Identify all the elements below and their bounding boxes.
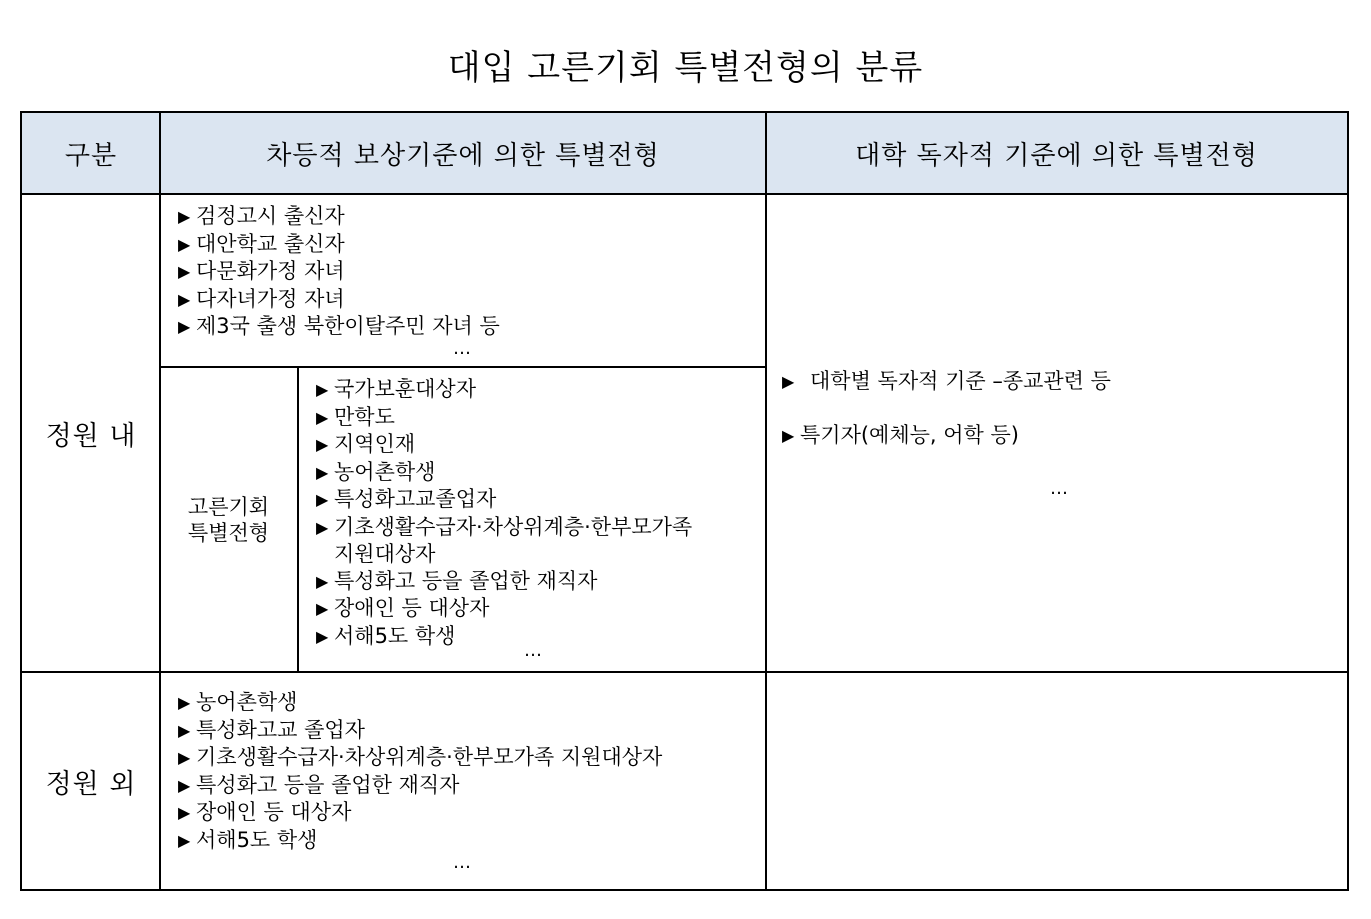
bullet-icon: ▶ [178,207,191,226]
outside-quota-list [178,689,758,854]
list-item: ▶ 기초생활수급자·차상위계층·한부모가족 [316,514,761,542]
header-category: 구분 [22,113,160,193]
outside-quota-list-cell [178,689,758,884]
list-item: ▶ 국가보훈대상자 [316,376,761,404]
bullet-icon: ▶ [316,380,329,399]
bullet-icon: ▶ [178,775,191,795]
within-quota-equal-opportunity-list-cell [316,376,761,668]
bullet-icon: ▶ [178,803,191,822]
list-item: ▶ 특성화고 등을 졸업한 재직자 [316,568,761,596]
divider [22,671,1347,673]
list-item: ▶ 검정고시 출신자 [178,203,758,231]
bullet-icon: ▶ [316,626,329,646]
within-quota-general-list-cell [178,203,758,363]
bullet-icon: ▶ [316,517,329,537]
row-label-outside-quota: 정원 외 [45,768,137,800]
within-quota-general-list [178,203,758,341]
ellipsis: … [1050,478,1068,499]
row-label-within-quota: 정원 내 [45,420,137,452]
bullet-icon: ▶ [316,599,329,618]
list-item: ▶ 장애인 등 대상자 [178,799,758,827]
list-item: ▶ 서해5도 학생 [316,623,761,651]
bullet-icon: ▶ [316,435,329,454]
list-item-continuation: 지원대상자 [334,542,436,566]
bullet-icon: ▶ [316,462,329,482]
list-item: ▶ 장애인 등 대상자 [316,595,761,623]
ellipsis: … [453,338,471,359]
bullet-icon: ▶ [178,234,191,254]
ellipsis: … [453,852,471,873]
equal-opportunity-list [316,376,761,650]
bullet-icon: ▶ [178,693,191,712]
page-title: 대입 고른기회 특별전형의 분류 [447,48,924,88]
bullet-icon: ▶ [178,720,191,740]
bullet-icon: ▶ [178,289,191,309]
bullet-icon: ▶ [178,748,191,767]
bullet-icon: ▶ [316,490,329,509]
list-item: ▶ 특성화고교 졸업자 [178,717,758,745]
bullet-icon: ▶ [178,262,191,281]
list-item: ▶ 다자녀가정 자녀 [178,286,758,314]
header-compensation: 차등적 보상기준에 의한 특별전형 [160,113,766,193]
divider [297,366,299,671]
list-item: ▶ 만학도 [316,404,761,432]
bullet-icon: ▶ [316,407,329,427]
sub-category-label: 고른기회 특별전형 [187,494,270,545]
university-criteria-list [782,368,1342,449]
list-item: ▶ 서해5도 학생 [178,827,758,855]
bullet-icon: ▶ [178,830,191,850]
list-item: ▶ 대학별 독자적 기준 –종교관련 등 [782,368,1342,396]
list-item: ▶ 특기자(예체능, 어학 등) [782,422,1342,450]
list-item: ▶ 대안학교 출신자 [178,231,758,259]
list-item: ▶ 농어촌학생 [178,689,758,717]
list-item: ▶ 지역인재 [316,431,761,459]
divider [22,193,1347,195]
list-item: ▶ 농어촌학생 [316,459,761,487]
classification-table [20,111,1349,891]
header-university: 대학 독자적 기준에 의한 특별전형 [766,113,1347,193]
bullet-icon: ▶ [178,317,191,336]
divider [765,113,767,889]
list-item: ▶ 기초생활수급자·차상위계층·한부모가족 지원대상자 [178,744,758,772]
bullet-icon: ▶ [316,571,329,591]
ellipsis: … [524,640,542,661]
university-criteria-cell [782,368,1342,508]
list-item: ▶ 특성화고 등을 졸업한 재직자 [178,772,758,800]
bullet-icon: ▶ [782,425,795,445]
list-item: ▶ 제3국 출생 북한이탈주민 자녀 등 [178,313,758,341]
list-item: ▶ 다문화가정 자녀 [178,258,758,286]
list-item: ▶ 특성화고교졸업자 [316,486,761,514]
bullet-icon: ▶ [782,372,795,391]
